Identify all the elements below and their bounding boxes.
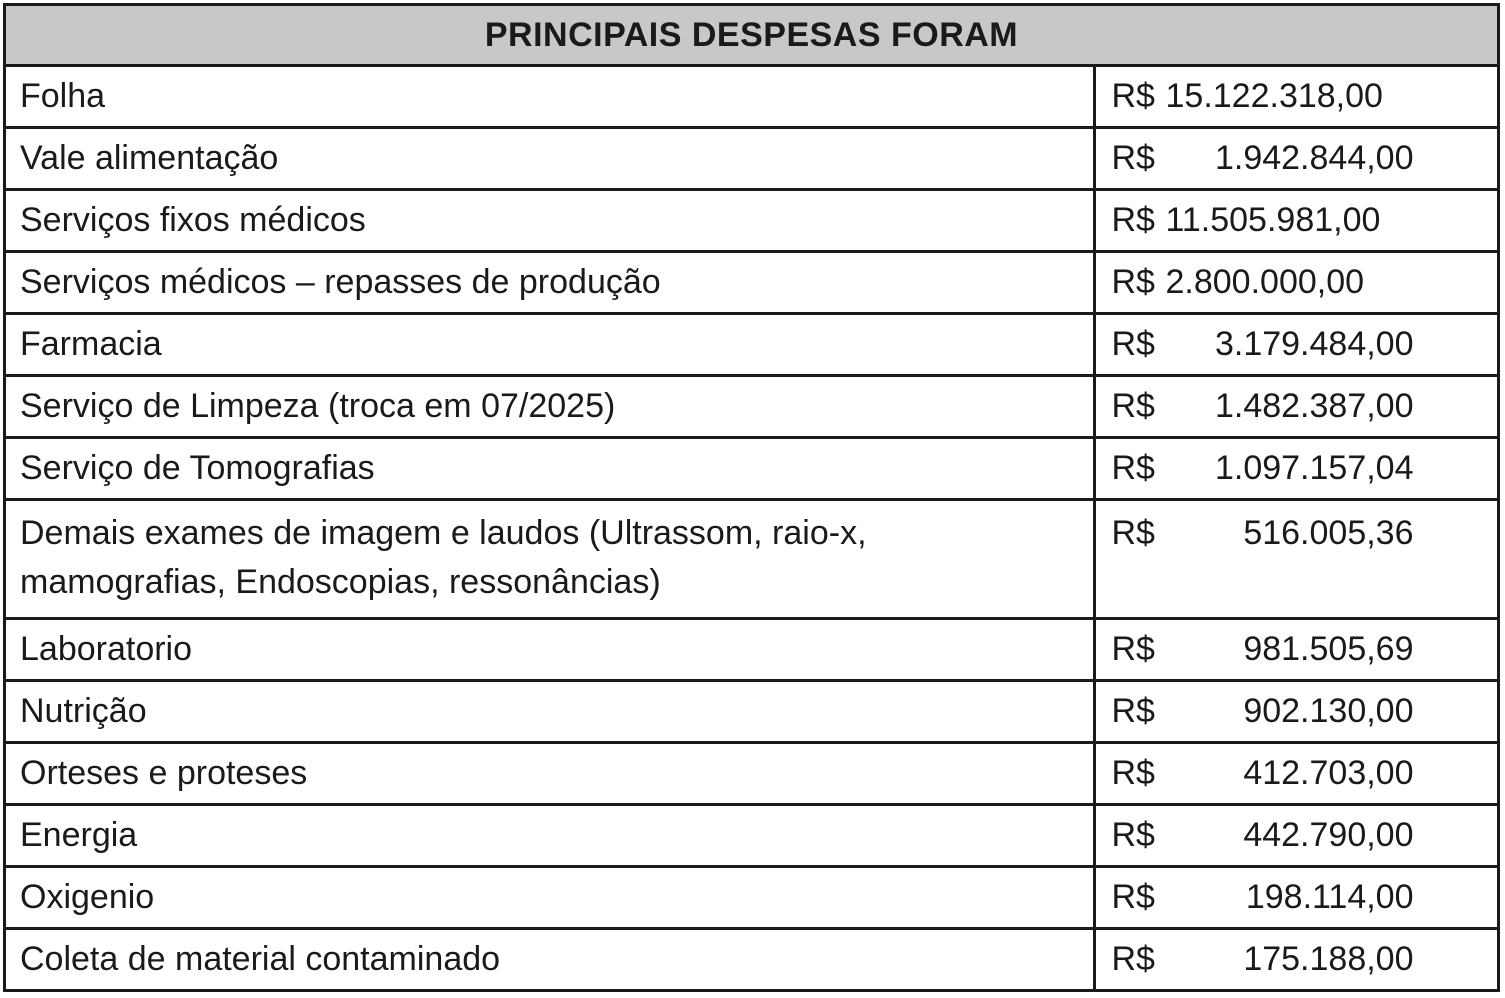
table-row	[6, 805, 1497, 867]
expense-value	[1094, 128, 1497, 190]
expense-value	[1094, 619, 1497, 681]
table-row	[6, 252, 1497, 314]
table-title: PRINCIPAIS DESPESAS FORAM	[6, 6, 1497, 66]
expense-amount: 11.505.981,00	[1165, 201, 1381, 239]
expense-value	[1094, 438, 1497, 500]
expense-value	[1094, 805, 1497, 867]
expense-label: Farmacia	[6, 314, 1094, 376]
expense-label: Coleta de material contaminado	[6, 929, 1094, 990]
table-row	[6, 743, 1497, 805]
currency-symbol: R$	[1111, 201, 1155, 239]
table-row	[6, 681, 1497, 743]
currency-symbol: R$	[1111, 692, 1155, 730]
expense-label: Nutrição	[6, 681, 1094, 743]
currency-symbol: R$	[1111, 878, 1155, 916]
currency-symbol: R$	[1111, 77, 1155, 115]
table-row	[6, 438, 1497, 500]
expense-label: Folha	[6, 66, 1094, 128]
currency-symbol: R$	[1111, 325, 1155, 363]
expense-label: Serviços fixos médicos	[6, 190, 1094, 252]
expense-amount: 1.942.844,00	[1214, 139, 1414, 177]
expenses-table	[6, 6, 1497, 989]
expense-value	[1094, 500, 1497, 619]
table-row	[6, 867, 1497, 929]
expense-value	[1094, 867, 1497, 929]
expense-amount: 175.188,00	[1243, 940, 1414, 978]
expense-value	[1094, 314, 1497, 376]
expense-amount: 412.703,00	[1243, 754, 1414, 792]
table-row	[6, 128, 1497, 190]
table-row	[6, 314, 1497, 376]
expense-amount: 2.800.000,00	[1165, 263, 1365, 301]
expense-label: Oxigenio	[6, 867, 1094, 929]
currency-symbol: R$	[1111, 139, 1155, 177]
currency-symbol: R$	[1111, 940, 1155, 978]
expense-amount: 1.482.387,00	[1214, 387, 1414, 425]
expense-value	[1094, 743, 1497, 805]
currency-symbol: R$	[1111, 263, 1155, 301]
expense-value	[1094, 252, 1497, 314]
expense-label: Serviços médicos – repasses de produção	[6, 252, 1094, 314]
currency-symbol: R$	[1111, 514, 1155, 552]
expense-value	[1094, 681, 1497, 743]
expense-amount: 198.114,00	[1245, 878, 1414, 916]
expense-amount: 516.005,36	[1243, 514, 1414, 552]
currency-symbol: R$	[1111, 754, 1155, 792]
expense-amount: 1.097.157,04	[1214, 449, 1414, 487]
expense-label: Orteses e proteses	[6, 743, 1094, 805]
expenses-table-container	[3, 3, 1500, 992]
expense-value	[1094, 190, 1497, 252]
expense-amount: 442.790,00	[1243, 816, 1414, 854]
currency-symbol: R$	[1111, 816, 1155, 854]
table-row	[6, 190, 1497, 252]
expense-value	[1094, 376, 1497, 438]
expense-value	[1094, 66, 1497, 128]
currency-symbol: R$	[1111, 387, 1155, 425]
expense-value	[1094, 929, 1497, 990]
table-row	[6, 619, 1497, 681]
expense-label: Serviço de Limpeza (troca em 07/2025)	[6, 376, 1094, 438]
table-row	[6, 500, 1497, 619]
expense-label: Serviço de Tomografias	[6, 438, 1094, 500]
expense-label: Vale alimentação	[6, 128, 1094, 190]
table-header-row	[6, 6, 1497, 66]
expense-label: Laboratorio	[6, 619, 1094, 681]
table-row	[6, 66, 1497, 128]
expense-label: Demais exames de imagem e laudos (Ultrassom, raio-x, mamografias, Endoscopias, ressonâncias)	[6, 500, 1094, 619]
expense-amount: 981.505,69	[1243, 630, 1414, 668]
currency-symbol: R$	[1111, 449, 1155, 487]
currency-symbol: R$	[1111, 630, 1155, 668]
expense-amount: 902.130,00	[1243, 692, 1414, 730]
table-row	[6, 376, 1497, 438]
expense-label: Energia	[6, 805, 1094, 867]
expense-amount: 15.122.318,00	[1165, 77, 1383, 115]
expense-amount: 3.179.484,00	[1214, 325, 1414, 363]
table-row	[6, 929, 1497, 990]
